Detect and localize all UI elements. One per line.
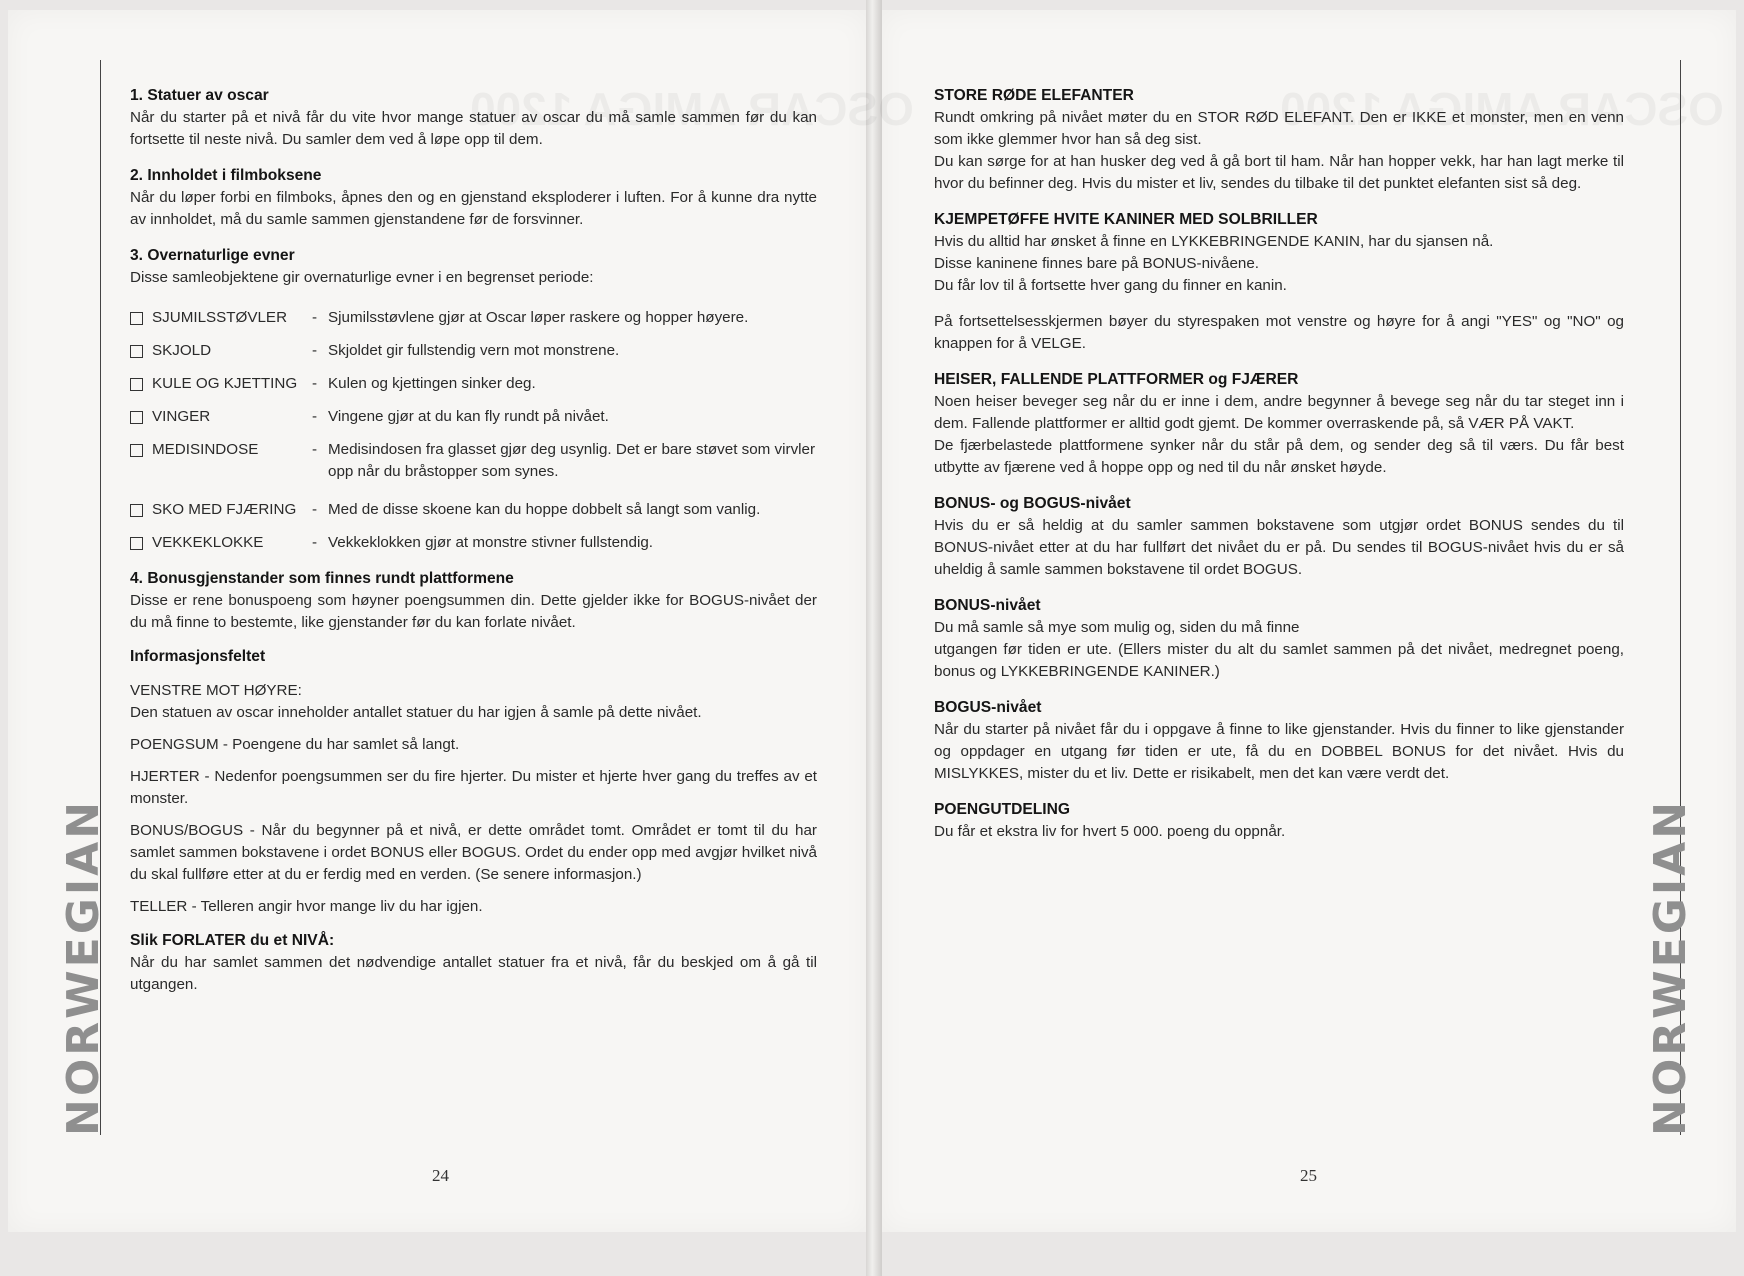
- info-paragraph: Den statuen av oscar inneholder antallet statuer du har igjen å samle på dette nivået.: [130, 704, 702, 721]
- section-heading: POENGUTDELING: [934, 801, 1071, 818]
- section-bonus-bogus: [934, 493, 1624, 581]
- ability-name: KULE OG KJETTING: [152, 375, 298, 392]
- section-scoring: [934, 799, 1624, 843]
- list-item: [130, 373, 817, 395]
- dash: -: [312, 375, 318, 392]
- section-bonus-level: [934, 595, 1624, 683]
- section-paragraph: Når du starter på nivået får du i oppgave å finne to like gjenstander. Hvis du finner to like gjenstander og oppdager en utgang før tiden er ute, få du en DOBBEL BONUS for det nivået. Hvis du MISLYKKES, mister du et liv. Dette er risikabelt, men det kan være verdt det.: [934, 721, 1624, 782]
- section-paragraph: utgangen før tiden er ute. (Ellers mister du alt du samlet sammen på det nivået, medregnet poeng, bonus og LYKKEBRINGENDE KANINER.): [934, 641, 1624, 680]
- ability-desc: Kulen og kjettingen sinker deg.: [328, 375, 536, 392]
- section-leave-level: [130, 930, 817, 996]
- section-statues: [130, 85, 817, 151]
- section-lifts: [934, 369, 1624, 479]
- section-heading: STORE RØDE ELEFANTER: [934, 87, 1134, 104]
- info-paragraph: VENSTRE MOT HØYRE:: [130, 682, 302, 699]
- section-heading: Informasjonsfeltet: [130, 648, 266, 665]
- section-paragraph: Du må samle så mye som mulig og, siden du må finne: [934, 619, 1300, 636]
- dash: -: [312, 441, 318, 458]
- section-rabbits: [934, 209, 1624, 355]
- ability-name: SKO MED FJÆRING: [152, 501, 297, 518]
- section-paragraph: Du får et ekstra liv for hvert 5 000. poeng du oppnår.: [934, 823, 1286, 840]
- section-heading: HEISER, FALLENDE PLATTFORMER og FJÆRER: [934, 371, 1299, 388]
- ability-name: VINGER: [152, 408, 211, 425]
- section-body: Disse samleobjektene gir overnaturlige evner i en begrenset periode:: [130, 269, 594, 286]
- ability-name: SJUMILSSTØVLER: [152, 309, 288, 326]
- page-number: 24: [432, 1166, 449, 1185]
- checkbox-icon: [130, 504, 143, 517]
- section-paragraph: Rundt omkring på nivået møter du en STOR RØD ELEFANT. Den er IKKE et monster, men en venn som ikke glemmer hvor han så deg sist.: [934, 109, 1624, 148]
- section-bogus-level: [934, 697, 1624, 785]
- list-item: [130, 307, 817, 329]
- section-paragraph: Noen heiser beveger seg når du er inne i dem, andre begynner å bevege seg når du tar steget inn i dem. Fallende plattformer er alltid godt gjemt. De kommer overraskende på, så VÆR PÅ VAKT.: [934, 393, 1624, 432]
- ability-desc: Skjoldet gir fullstendig vern mot monstrene.: [328, 342, 620, 359]
- checkbox-icon: [130, 444, 143, 457]
- section-heading: 1. Statuer av oscar: [130, 87, 269, 104]
- abilities-list: [130, 307, 817, 554]
- section-paragraph: Hvis du alltid har ønsket å finne en LYKKEBRINGENDE KANIN, har du sjansen nå.: [934, 233, 1494, 250]
- section-heading: BOGUS-nivået: [934, 699, 1042, 716]
- ability-desc: Vekkeklokken gjør at monstre stivner fullstendig.: [328, 534, 653, 551]
- ability-name: VEKKEKLOKKE: [152, 534, 264, 551]
- section-paragraph: På fortsettelsesskjermen bøyer du styrespaken mot venstre og høyre for å angi "YES" og "NO" og knappen for å VELGE.: [934, 313, 1624, 352]
- page-number: 25: [1300, 1166, 1317, 1185]
- section-paragraph: Disse kaninene finnes bare på BONUS-nivåene.: [934, 255, 1260, 272]
- section-heading: 4. Bonusgjenstander som finnes rundt plattformene: [130, 570, 514, 587]
- ability-desc: Vingene gjør at du kan fly rundt på nivået.: [328, 408, 609, 425]
- section-paragraph: Du får lov til å fortsette hver gang du finner en kanin.: [934, 277, 1287, 294]
- list-item: [130, 340, 817, 362]
- ability-desc: Medisindosen fra glasset gjør deg usynlig. Det er bare støvet som virvler opp når du bråstopper som synes.: [328, 441, 816, 480]
- section-heading: BONUS- og BOGUS-nivået: [934, 495, 1131, 512]
- ability-name: MEDISINDOSE: [152, 441, 259, 458]
- section-paragraph: De fjærbelastede plattformene synker når du står på dem, og sender deg så til værs. Du får best utbytte av fjærene ved å hoppe opp og ned til du når ønsket høyde.: [934, 437, 1624, 476]
- ability-desc: Med de disse skoene kan du hoppe dobbelt så langt som vanlig.: [328, 501, 761, 518]
- section-heading: BONUS-nivået: [934, 597, 1041, 614]
- checkbox-icon: [130, 312, 143, 325]
- list-item: [130, 439, 817, 483]
- section-paragraph: Hvis du er så heldig at du samler sammen bokstavene som utgjør ordet BONUS sendes du til BONUS-nivået etter at du har fullført det nivået du er på. Du sendes til BOGUS-nivået hvis du er så uheldig å samle sammen bokstavene til ordet BOGUS.: [934, 517, 1624, 578]
- checkbox-icon: [130, 411, 143, 424]
- sidebar-language-label: NORWEGIAN: [1645, 798, 1696, 1136]
- section-film-boxes: [130, 165, 817, 231]
- section-info-panel: [130, 646, 817, 918]
- section-heading: KJEMPETØFFE HVITE KANINER MED SOLBRILLER: [934, 211, 1318, 228]
- info-paragraph: POENGSUM - Poengene du har samlet så langt.: [130, 736, 460, 753]
- section-elephants: [934, 85, 1624, 195]
- section-heading: 3. Overnaturlige evner: [130, 247, 295, 264]
- dash: -: [312, 408, 318, 425]
- checkbox-icon: [130, 345, 143, 358]
- section-body: Disse er rene bonuspoeng som høyner poengsummen din. Dette gjelder ikke for BOGUS-nivået der du må finne to bestemte, like gjenstander før du kan forlate nivået.: [130, 592, 817, 631]
- ability-name: SKJOLD: [152, 342, 212, 359]
- list-item: [130, 499, 817, 521]
- section-bonus-items: [130, 568, 817, 634]
- section-heading: 2. Innholdet i filmboksene: [130, 167, 322, 184]
- ability-desc: Sjumilsstøvlene gjør at Oscar løper raskere og hopper høyere.: [328, 309, 749, 326]
- book-gutter: [866, 0, 882, 1276]
- dash: -: [312, 309, 318, 326]
- spacer: [934, 297, 1624, 311]
- left-page-content: [130, 85, 817, 1010]
- info-paragraph: BONUS/BOGUS - Når du begynner på et nivå, er dette området tomt. Området er tomt til du har samlet sammen bokstavene i ordet BONUS eller BOGUS. Ordet du ender opp med avgjør hvilket nivå du skal fullføre etter at du er ferdig med en verden. (Se senere informasjon.): [130, 822, 817, 883]
- dash: -: [312, 342, 318, 359]
- dash: -: [312, 501, 318, 518]
- checkbox-icon: [130, 378, 143, 391]
- section-heading: Slik FORLATER du et NIVÅ:: [130, 932, 335, 949]
- info-paragraph: TELLER - Telleren angir hvor mange liv du har igjen.: [130, 898, 483, 915]
- list-item: [130, 406, 817, 428]
- sidebar-language-label: NORWEGIAN: [58, 798, 109, 1136]
- section-body: Når du starter på et nivå får du vite hvor mange statuer av oscar du må samle sammen før du kan fortsette til neste nivå. Du samler dem ved å løpe opp til dem.: [130, 109, 817, 148]
- list-item: [130, 532, 817, 554]
- info-paragraph: HJERTER - Nedenfor poengsummen ser du fire hjerter. Du mister et hjerte hver gang du treffes av et monster.: [130, 768, 817, 807]
- section-body: Når du løper forbi en filmboks, åpnes den og en gjenstand eksploderer i luften. For å kunne dra nytte av innholdet, må du samle sammen gjenstandene før de forsvinner.: [130, 189, 817, 228]
- checkbox-icon: [130, 537, 143, 550]
- section-body: Når du har samlet sammen det nødvendige antallet statuer fra et nivå, får du beskjed om å gå til utgangen.: [130, 954, 817, 993]
- dash: -: [312, 534, 318, 551]
- section-supernatural: [130, 245, 817, 289]
- right-page-content: [934, 85, 1624, 857]
- section-paragraph: Du kan sørge for at han husker deg ved å gå bort til ham. Når han hopper vekk, har han lagt merke til hvor du befinner deg. Hvis du mister et liv, sendes du tilbake til det punktet elefanten sist så deg.: [934, 153, 1624, 192]
